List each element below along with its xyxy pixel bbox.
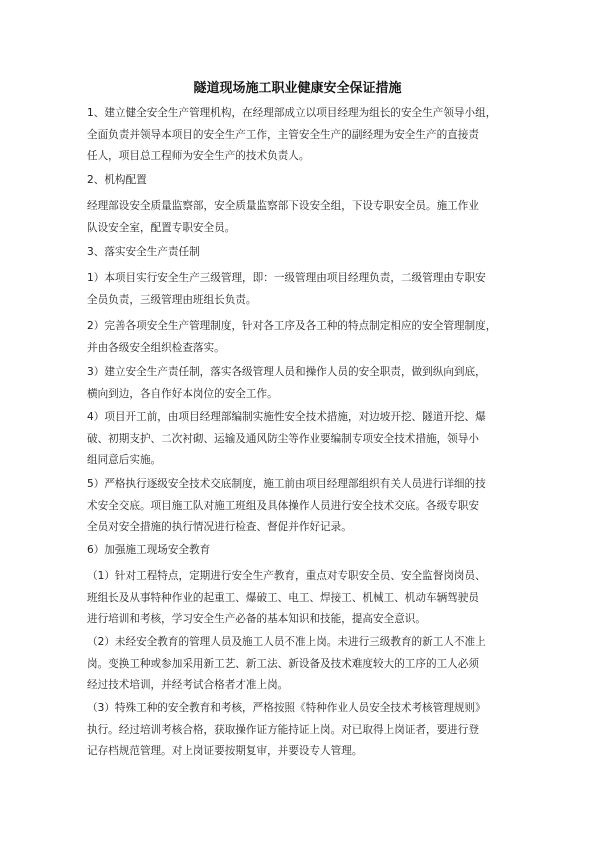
paragraph-line: （3）特殊工种的安全教育和考核，严格按照《特种作业人员安全技术考核管理规则》 — [87, 702, 486, 714]
paragraph-line: 经理部设安全质量监察部，安全质量监察部下设安全组，下设专职安全员。施工作业 — [87, 200, 479, 212]
paragraph-line: 进行培训和考核，学习安全生产必备的基本知识和技能，提高安全意识。 — [87, 613, 426, 626]
paragraph-line: 4）项目开工前，由项目经理部编制实施性安全技术措施，对边坡开挖、隧道开挖、爆 — [87, 411, 486, 423]
paragraph-line: 6）加强施工现场安全教育 — [87, 544, 211, 556]
paragraph-line: 岗。变换工种或参加采用新工艺、新工法、新设备及技术难度较大的工序的工人必须 — [87, 657, 479, 670]
paragraph-10 — [87, 540, 517, 562]
paragraph-line: 3）建立安全生产责任制，落实各级管理人员和操作人员的安全职责，做到纵向到底， — [87, 366, 486, 378]
paragraph-line: 并由各级安全组织检查落实。 — [87, 341, 225, 354]
paragraph-7 — [87, 362, 517, 405]
paragraph-line: 横向到边，各自作好本岗位的安全工作。 — [87, 387, 278, 400]
paragraph-11 — [87, 566, 517, 631]
paragraph-3 — [87, 196, 517, 239]
paragraph-line: 2、机构配置 — [87, 174, 147, 186]
paragraph-5 — [87, 268, 517, 311]
paragraph-line: （1）针对工程特点，定期进行安全生产教育，重点对专职安全员、安全监督岗岗员、 — [87, 570, 486, 582]
paragraph-line: 3、落实安全生产责任制 — [87, 246, 200, 258]
paragraph-line: 全员负责，三级管理由班组长负责。 — [87, 293, 257, 306]
paragraph-line: 全面负责并领导本项目的安全生产工作，主管安全生产的副经理为安全生产的直接责 — [87, 128, 479, 141]
paragraph-line: 执行。经过培训考核合格，获取操作证方能持证上岗。对已取得上岗证者，要进行登 — [87, 723, 479, 736]
paragraph-line: 组同意后实施。 — [87, 454, 162, 467]
paragraph-line: 术安全交底。项目施工队对施工班组及具体操作人员进行安全技术交底。各级专职安 — [87, 499, 479, 512]
paragraph-line: 1）本项目实行安全生产三级管理，即：一级管理由项目经理负责，二级管理由专职安 — [87, 272, 486, 284]
paragraph-line: 全员对安全措施的执行情况进行检查、督促并作好记录。 — [87, 521, 352, 534]
paragraph-line: 破、初期支护、二次衬砌、运输及通风防尘等作业要编制专项安全技术措施，领导小 — [87, 432, 479, 445]
paragraph-line: 记存档规范管理。对上岗证要按期复审，并要设专人管理。 — [87, 745, 363, 758]
document-title: 隧道现场施工职业健康安全保证措施 — [193, 81, 402, 96]
paragraph-13 — [87, 698, 517, 763]
paragraph-line: 2）完善各项安全生产管理制度，针对各工序及各工种的特点制定相应的安全管理制度， — [87, 320, 497, 332]
paragraph-2 — [87, 170, 517, 192]
paragraph-12 — [87, 632, 517, 697]
paragraph-4 — [87, 242, 517, 264]
paragraph-9 — [87, 474, 517, 539]
paragraph-8 — [87, 407, 517, 472]
paragraph-line: （2）未经安全教育的管理人员及施工人员不准上岗。未进行三级教育的新工人不准上 — [87, 636, 486, 648]
paragraph-line: 经过技术培训，并经考试合格者才准上岗。 — [87, 679, 289, 692]
paragraph-line: 任人，项目总工程师为安全生产的技术负责人。 — [87, 150, 310, 163]
paragraph-line: 1、建立健全安全生产管理机构，在经理部成立以项目经理为组长的安全生产领导小组， — [87, 107, 497, 119]
paragraph-1 — [87, 103, 517, 168]
paragraph-line: 5）严格执行逐级安全技术交底制度，施工前由项目经理部组织有关人员进行详细的技 — [87, 478, 486, 490]
paragraph-line: 队设安全室，配置专职安全员。 — [87, 221, 236, 234]
paragraph-line: 班组长及从事特种作业的起重工、爆破工、电工、焊接工、机械工、机动车辆驾驶员 — [87, 591, 479, 604]
paragraph-6 — [87, 316, 517, 359]
